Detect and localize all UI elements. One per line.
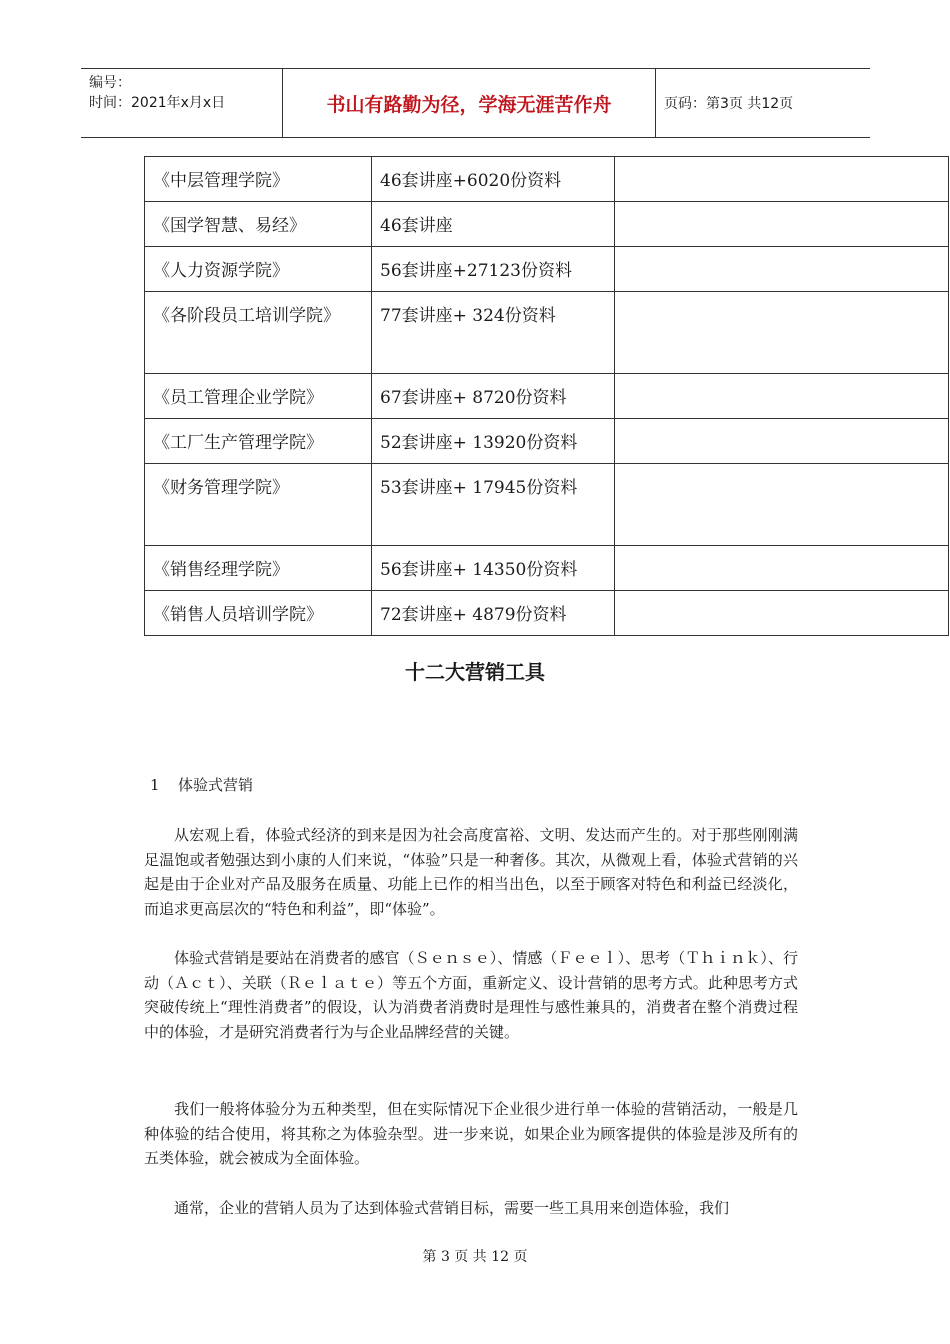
paragraph: 我们一般将体验分为五种类型，但在实际情况下企业很少进行单一体验的营销活动，一般是几种体验的结合使用，将其称之为体验杂型。进一步来说，如果企业为顾客提供的体验是涉及所有的五类体验，就会被成为全面体验。 [144,1100,798,1167]
table-cell-extra [615,292,949,374]
table-cell-content: 56套讲座+27123份资料 [372,247,615,292]
subsection-heading [150,774,253,795]
paragraph: 体验式营销是要站在消费者的感官（Ｓｅｎｓｅ）、情感（Ｆｅｅｌ）、思考（Ｔｈｉｎｋ）、行动（Ａｃｔ）、关联（Ｒｅｌａｔｅ）等五个方面，重新定义、设计营销的思考方式。此种思考方式突破传统上“理性消费者”的假设，认为消费者消费时是理性与感性兼具的，消费者在整个消费过程中的体验，才是研究消费者行为与企业品牌经营的关键。 [144,949,798,1041]
table-cell-extra [615,157,949,202]
table-cell-extra [615,247,949,292]
table-cell-content: 52套讲座+ 13920份资料 [372,419,615,464]
page-footer: 第 3 页 共 12 页 [422,1249,528,1265]
table-cell-extra [615,464,949,546]
table-row [145,374,949,419]
page-header [81,68,870,138]
section-heading: 十二大营销工具 [405,660,545,684]
table-cell-content: 46套讲座+6020份资料 [372,157,615,202]
motto: 书山有路勤为径，学海无涯苦作舟 [282,69,656,137]
table-cell-content: 72套讲座+ 4879份资料 [372,591,615,636]
table-row [145,591,949,636]
table-row [145,247,949,292]
table-cell-content: 77套讲座+ 324份资料 [372,292,615,374]
table-row [145,202,949,247]
table-cell-name: 《销售经理学院》 [145,546,372,591]
subsection-title: 体验式营销 [178,776,254,794]
table-cell-content: 56套讲座+ 14350份资料 [372,546,615,591]
table-row [145,292,949,374]
number-label: 编号： [89,75,131,91]
table-cell-extra [615,546,949,591]
page-info: 页码：第3页 共12页 [664,96,794,112]
subsection-number: 1 [150,776,160,794]
table-row [145,419,949,464]
table-cell-name: 《人力资源学院》 [145,247,372,292]
table-cell-name: 《国学智慧、易经》 [145,202,372,247]
table-cell-name: 《员工管理企业学院》 [145,374,372,419]
table-row [145,157,949,202]
table-cell-extra [615,419,949,464]
time-label: 时间：2021年x月x日 [89,95,226,111]
table-cell-extra [615,202,949,247]
table-cell-name: 《销售人员培训学院》 [145,591,372,636]
resource-table [144,156,949,636]
paragraph: 通常，企业的营销人员为了达到体验式营销目标，需要一些工具用来创造体验，我们 [174,1199,730,1217]
table-cell-content: 53套讲座+ 17945份资料 [372,464,615,546]
table-cell-extra [615,374,949,419]
table-cell-content: 67套讲座+ 8720份资料 [372,374,615,419]
header-meta [81,69,282,137]
table-row [145,464,949,546]
table-cell-extra [615,591,949,636]
table-cell-name: 《财务管理学院》 [145,464,372,546]
table-row [145,546,949,591]
table-cell-name: 《各阶段员工培训学院》 [145,292,372,374]
table-cell-name: 《工厂生产管理学院》 [145,419,372,464]
table-cell-name: 《中层管理学院》 [145,157,372,202]
paragraph: 从宏观上看，体验式经济的到来是因为社会高度富裕、文明、发达而产生的。对于那些刚刚满足温饱或者勉强达到小康的人们来说，“体验”只是一种奢侈。其次，从微观上看，体验式营销的兴起是由于企业对产品及服务在质量、功能上已作的相当出色，以至于顾客对特色和利益已经淡化，而追求更高层次的“特色和利益”，即“体验”。 [144,826,798,918]
table-cell-content: 46套讲座 [372,202,615,247]
